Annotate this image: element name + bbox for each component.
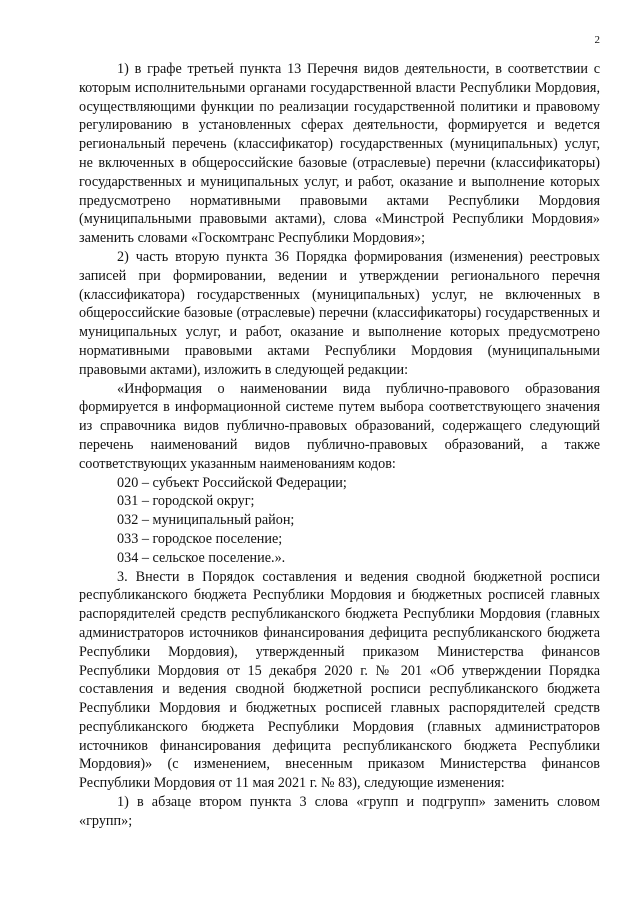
code-list-item: 020 – субъект Российской Федерации; <box>117 474 347 491</box>
paragraph-item-1: 1) в графе третьей пункта 13 Перечня видов деятельности, в соответствии с которым исполнительными органами государственной власти Республики Мордовия, осуществляющими функции по реализации государственной политики и правовому регулированию в установленных сферах деятельности, формируется и ведется региональный перечень (классификатор) государственных (муниципальных) услуг, не включенных в общероссийские базовые (отраслевые) перечни (классификаторы) государственных и муниципальных услуг, и работ, оказание и выполнение которых предусмотрено нормативными правовыми актами Республики Мордовия (муниципальными правовыми актами), слова «Минстрой Республики Мордовия» заменить словами «Госкомтранс Республики Мордовия»; <box>79 61 600 247</box>
paragraph-subitem-1: 1) в абзаце втором пункта 3 слова «групп и подгрупп» заменить словом «групп»; <box>79 794 600 829</box>
code-list-item: 034 – сельское поселение.». <box>117 549 286 566</box>
paragraph-item-3: 3. Внести в Порядок составления и ведения сводной бюджетной росписи республиканского бюджета Республики Мордовия и бюджетных росписей главных распорядителей средств республиканского бюджета Республики Мордовия (главных администраторов источников финансирования дефицита республиканского бюджета Республики Мордовия), утвержденный приказом Министерства финансов Республики Мордовия от 15 декабря 2020 г. № 201 «Об утверждении Порядка составления и ведения сводной бюджетной росписи республиканского бюджета Республики Мордовия и бюджетных росписей главных распорядителей средств республиканского бюджета Республики Мордовия (главных администраторов источников финансирования дефицита республиканского бюджета Республики Мордовия)» (с изменением, внесенным приказом Министерства финансов Республики Мордовия от 11 мая 2021 г. № 83), следующие изменения: <box>79 568 600 792</box>
code-list-item: 032 – муниципальный район; <box>117 512 295 529</box>
code-list-item: 031 – городской округ; <box>117 493 255 510</box>
paragraph-item-2: 2) часть вторую пункта 36 Порядка формирования (изменения) реестровых записей при формировании, ведении и утверждении регионального перечня (классификатора) государственных (муниципальных) услуг, не включенных в общероссийские базовые (отраслевые) перечни (классификаторы) государственных и муниципальных услуг, и работ, оказание и выполнение которых предусмотрено нормативными правовыми актами Республики Мордовия (муниципальными правовыми актами), изложить в следующей редакции: <box>79 248 600 378</box>
paragraph-quote-intro: «Информация о наименовании вида публично-правового образования формируется в информационной системе путем выбора соответствующего значения из справочника видов публично-правовых образований, содержащего следующий перечень наименований видов публично-правовых образований, а также соответствующих указанным наименованиям кодов: <box>79 380 600 472</box>
page-number: 2 <box>594 34 600 46</box>
document-body <box>79 60 600 831</box>
code-list-item: 033 – городское поселение; <box>117 530 283 547</box>
